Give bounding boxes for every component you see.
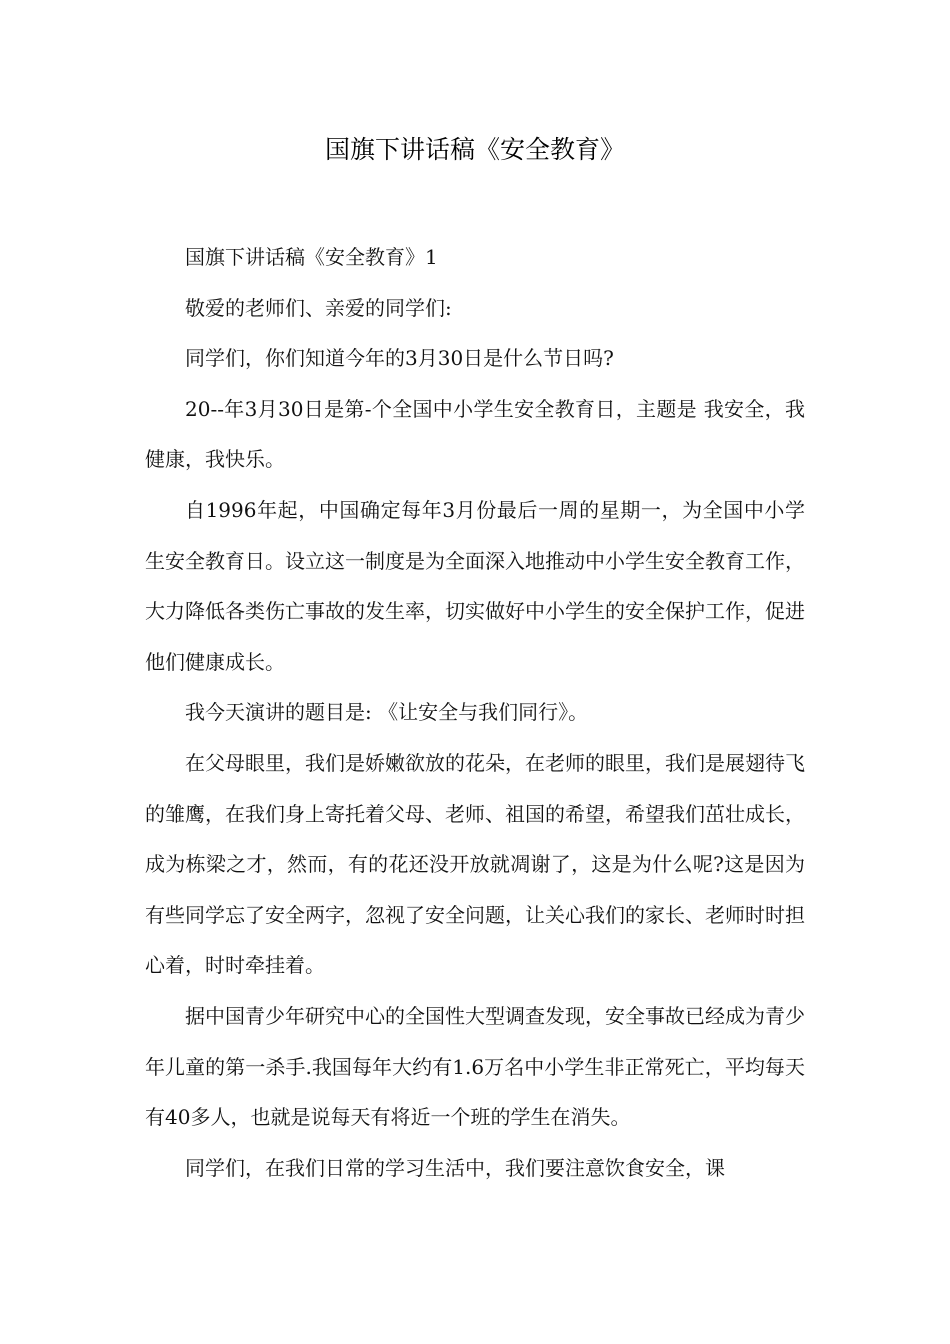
- document-body: [145, 232, 805, 1193]
- paragraph: 据中国青少年研究中心的全国性大型调查发现，安全事故已经成为青少年儿童的第一杀手.我国每年大约有1.6万名中小学生非正常死亡，平均每天有40多人，也就是说每天有将近一个班的学生在消失。: [145, 1003, 805, 1130]
- paragraph: 自1996年起，中国确定每年3月份最后一周的星期一，为全国中小学生安全教育日。设立这一制度是为全面深入地推动中小学生安全教育工作，大力降低各类伤亡事故的发生率，切实做好中小学生的安全保护工作，促进他们健康成长。: [145, 497, 805, 674]
- paragraph-heading: 国旗下讲话稿《安全教育》1: [185, 245, 438, 269]
- paragraph: 20--年3月30日是第-个全国中小学生安全教育日，主题是 我安全，我健康，我快乐。: [145, 396, 805, 472]
- document-title: 国旗下讲话稿《安全教育》: [324, 135, 625, 164]
- paragraph: 同学们，你们知道今年的3月30日是什么节日吗?: [185, 346, 614, 371]
- paragraph-salutation: 敬爱的老师们、亲爱的同学们:: [185, 295, 452, 320]
- paragraph: 同学们，在我们日常的学习生活中，我们要注意饮食安全，课: [185, 1155, 725, 1180]
- paragraph: 我今天演讲的题目是: 《让安全与我们同行》。: [185, 700, 589, 725]
- paragraph: 在父母眼里，我们是娇嫩欲放的花朵，在老师的眼里，我们是展翅待飞的雏鹰，在我们身上寄托着父母、老师、祖国的希望，希望我们茁壮成长，成为栋梁之才，然而，有的花还没开放就凋谢了，这是为什么呢?这是因为有些同学忘了安全两字，忽视了安全问题，让关心我们的家长、老师时时担心着，时时牵挂着。: [145, 750, 805, 978]
